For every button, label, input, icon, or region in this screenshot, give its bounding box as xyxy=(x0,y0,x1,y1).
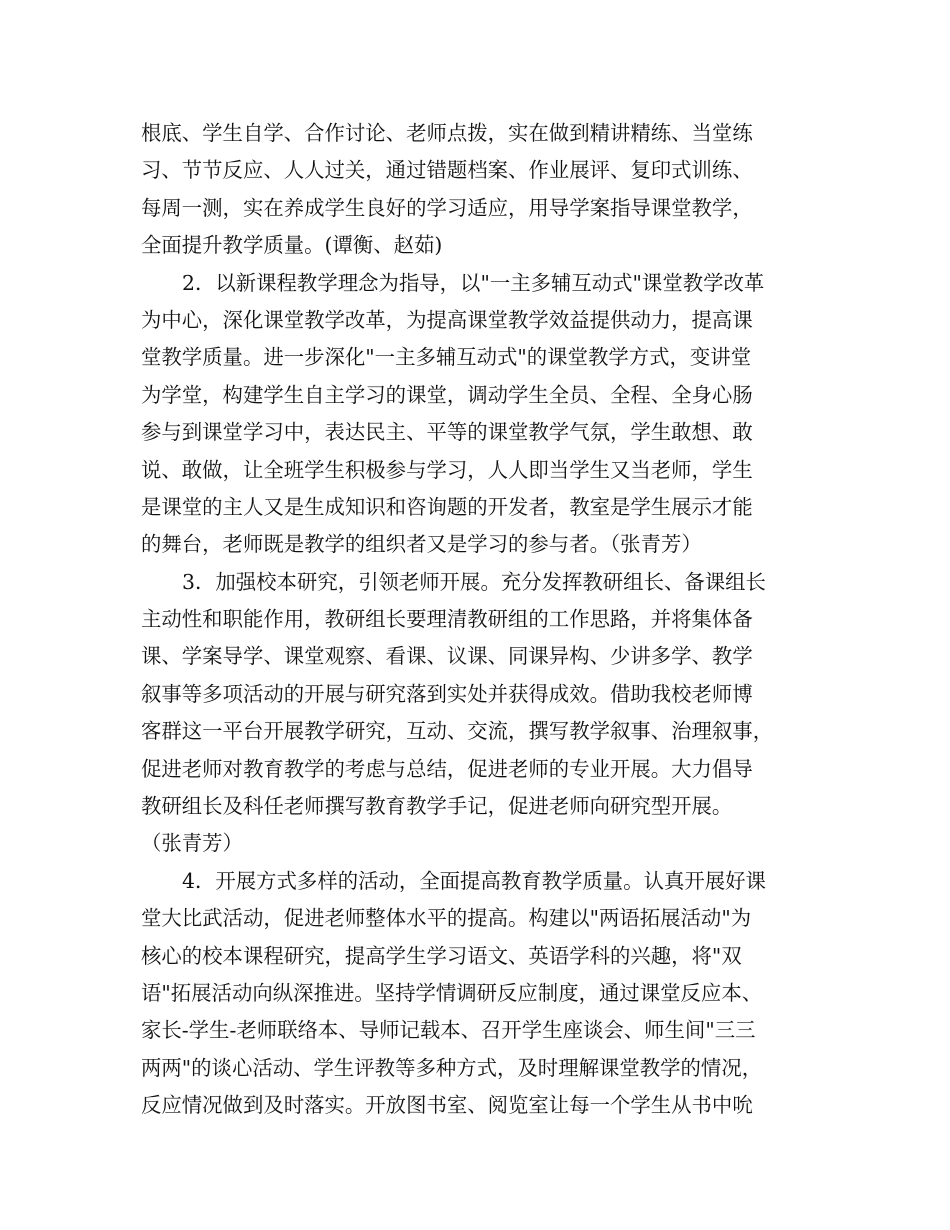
paragraph-first-line: 4．开展方式多样的活动，全面提高教育教学质量。认真开展好课 xyxy=(182,868,766,893)
text-line: 根底、学生自学、合作讨论、老师点拨，实在做到精讲精练、当堂练 xyxy=(141,121,753,145)
text-line: 是课堂的主人又是生成知识和咨询题的开发者，教室是学生展示才能 xyxy=(141,494,753,519)
text-line: 客群这一平台开展教学研究，互动、交流，撰写教学叙事、治理叙事， xyxy=(141,719,774,744)
text-line: 为中心，深化课堂教学改革，为提高课堂教学效益提供动力，提高课 xyxy=(141,307,753,332)
text-line: 教研组长及科任老师撰写教育教学手记，促进老师向研究型开展。 xyxy=(141,794,733,819)
text-line: 课、学案导学、课堂观察、看课、议课、同课异构、少讲多学、教学 xyxy=(141,644,753,669)
paragraph-first-line: 2．以新课程教学理念为指导，以"一主多辅互动式"课堂教学改革 xyxy=(182,270,765,295)
text-line: 叙事等多项活动的开展与研究落到实处并获得成效。借助我校老师博 xyxy=(141,681,753,706)
paragraph-first-line: 3．加强校本研究，引领老师开展。充分发挥教研组长、备课组长 xyxy=(182,569,766,594)
text-line: 两两"的谈心活动、学生评教等多种方式，及时理解课堂教学的情况， xyxy=(141,1055,763,1080)
text-line: 核心的校本课程研究，提高学生学习语文、英语学科的兴趣，将"双 xyxy=(141,943,742,968)
text-line: 语"拓展活动向纵深推进。坚持学情调研反应制度，通过课堂反应本、 xyxy=(141,980,763,1005)
text-line: 全面提升教学质量。(谭衡、赵茹) xyxy=(141,233,443,258)
text-line: 家长-学生-老师联络本、导师记载本、召开学生座谈会、师生间"三三 xyxy=(141,1018,756,1043)
text-line: 为学堂，构建学生自主学习的课堂，调动学生全员、全程、全身心肠 xyxy=(141,382,753,407)
text-line: 的舞台，老师既是教学的组织者又是学习的参与者。（张青芳） xyxy=(141,532,702,557)
text-line: 每周一测，实在养成学生良好的学习适应，用导学案指导课堂教学， xyxy=(141,195,753,220)
text-line: 堂教学质量。进一步深化"一主多辅互动式"的课堂教学方式，变讲堂 xyxy=(141,345,752,370)
text-line: 促进老师对教育教学的考虑与总结，促进老师的专业开展。大力倡导 xyxy=(141,756,753,781)
text-line: （张青芳） xyxy=(141,831,243,856)
body-text xyxy=(141,115,813,1125)
text-line: 说、敢做，让全班学生积极参与学习，人人即当学生又当老师，学生 xyxy=(141,457,753,482)
text-line: 参与到课堂学习中，表达民主、平等的课堂教学气氛，学生敢想、敢 xyxy=(141,420,753,445)
text-line: 反应情况做到及时落实。开放图书室、阅览室让每一个学生从书中吮 xyxy=(141,1093,753,1118)
text-line: 堂大比武活动，促进老师整体水平的提高。构建以"两语拓展活动"为 xyxy=(141,906,752,931)
text-line: 习、节节反应、人人过关，通过错题档案、作业展评、复印式训练、 xyxy=(141,158,753,183)
text-line: 主动性和职能作用，教研组长要理清教研组的工作思路，并将集体备 xyxy=(141,607,753,632)
